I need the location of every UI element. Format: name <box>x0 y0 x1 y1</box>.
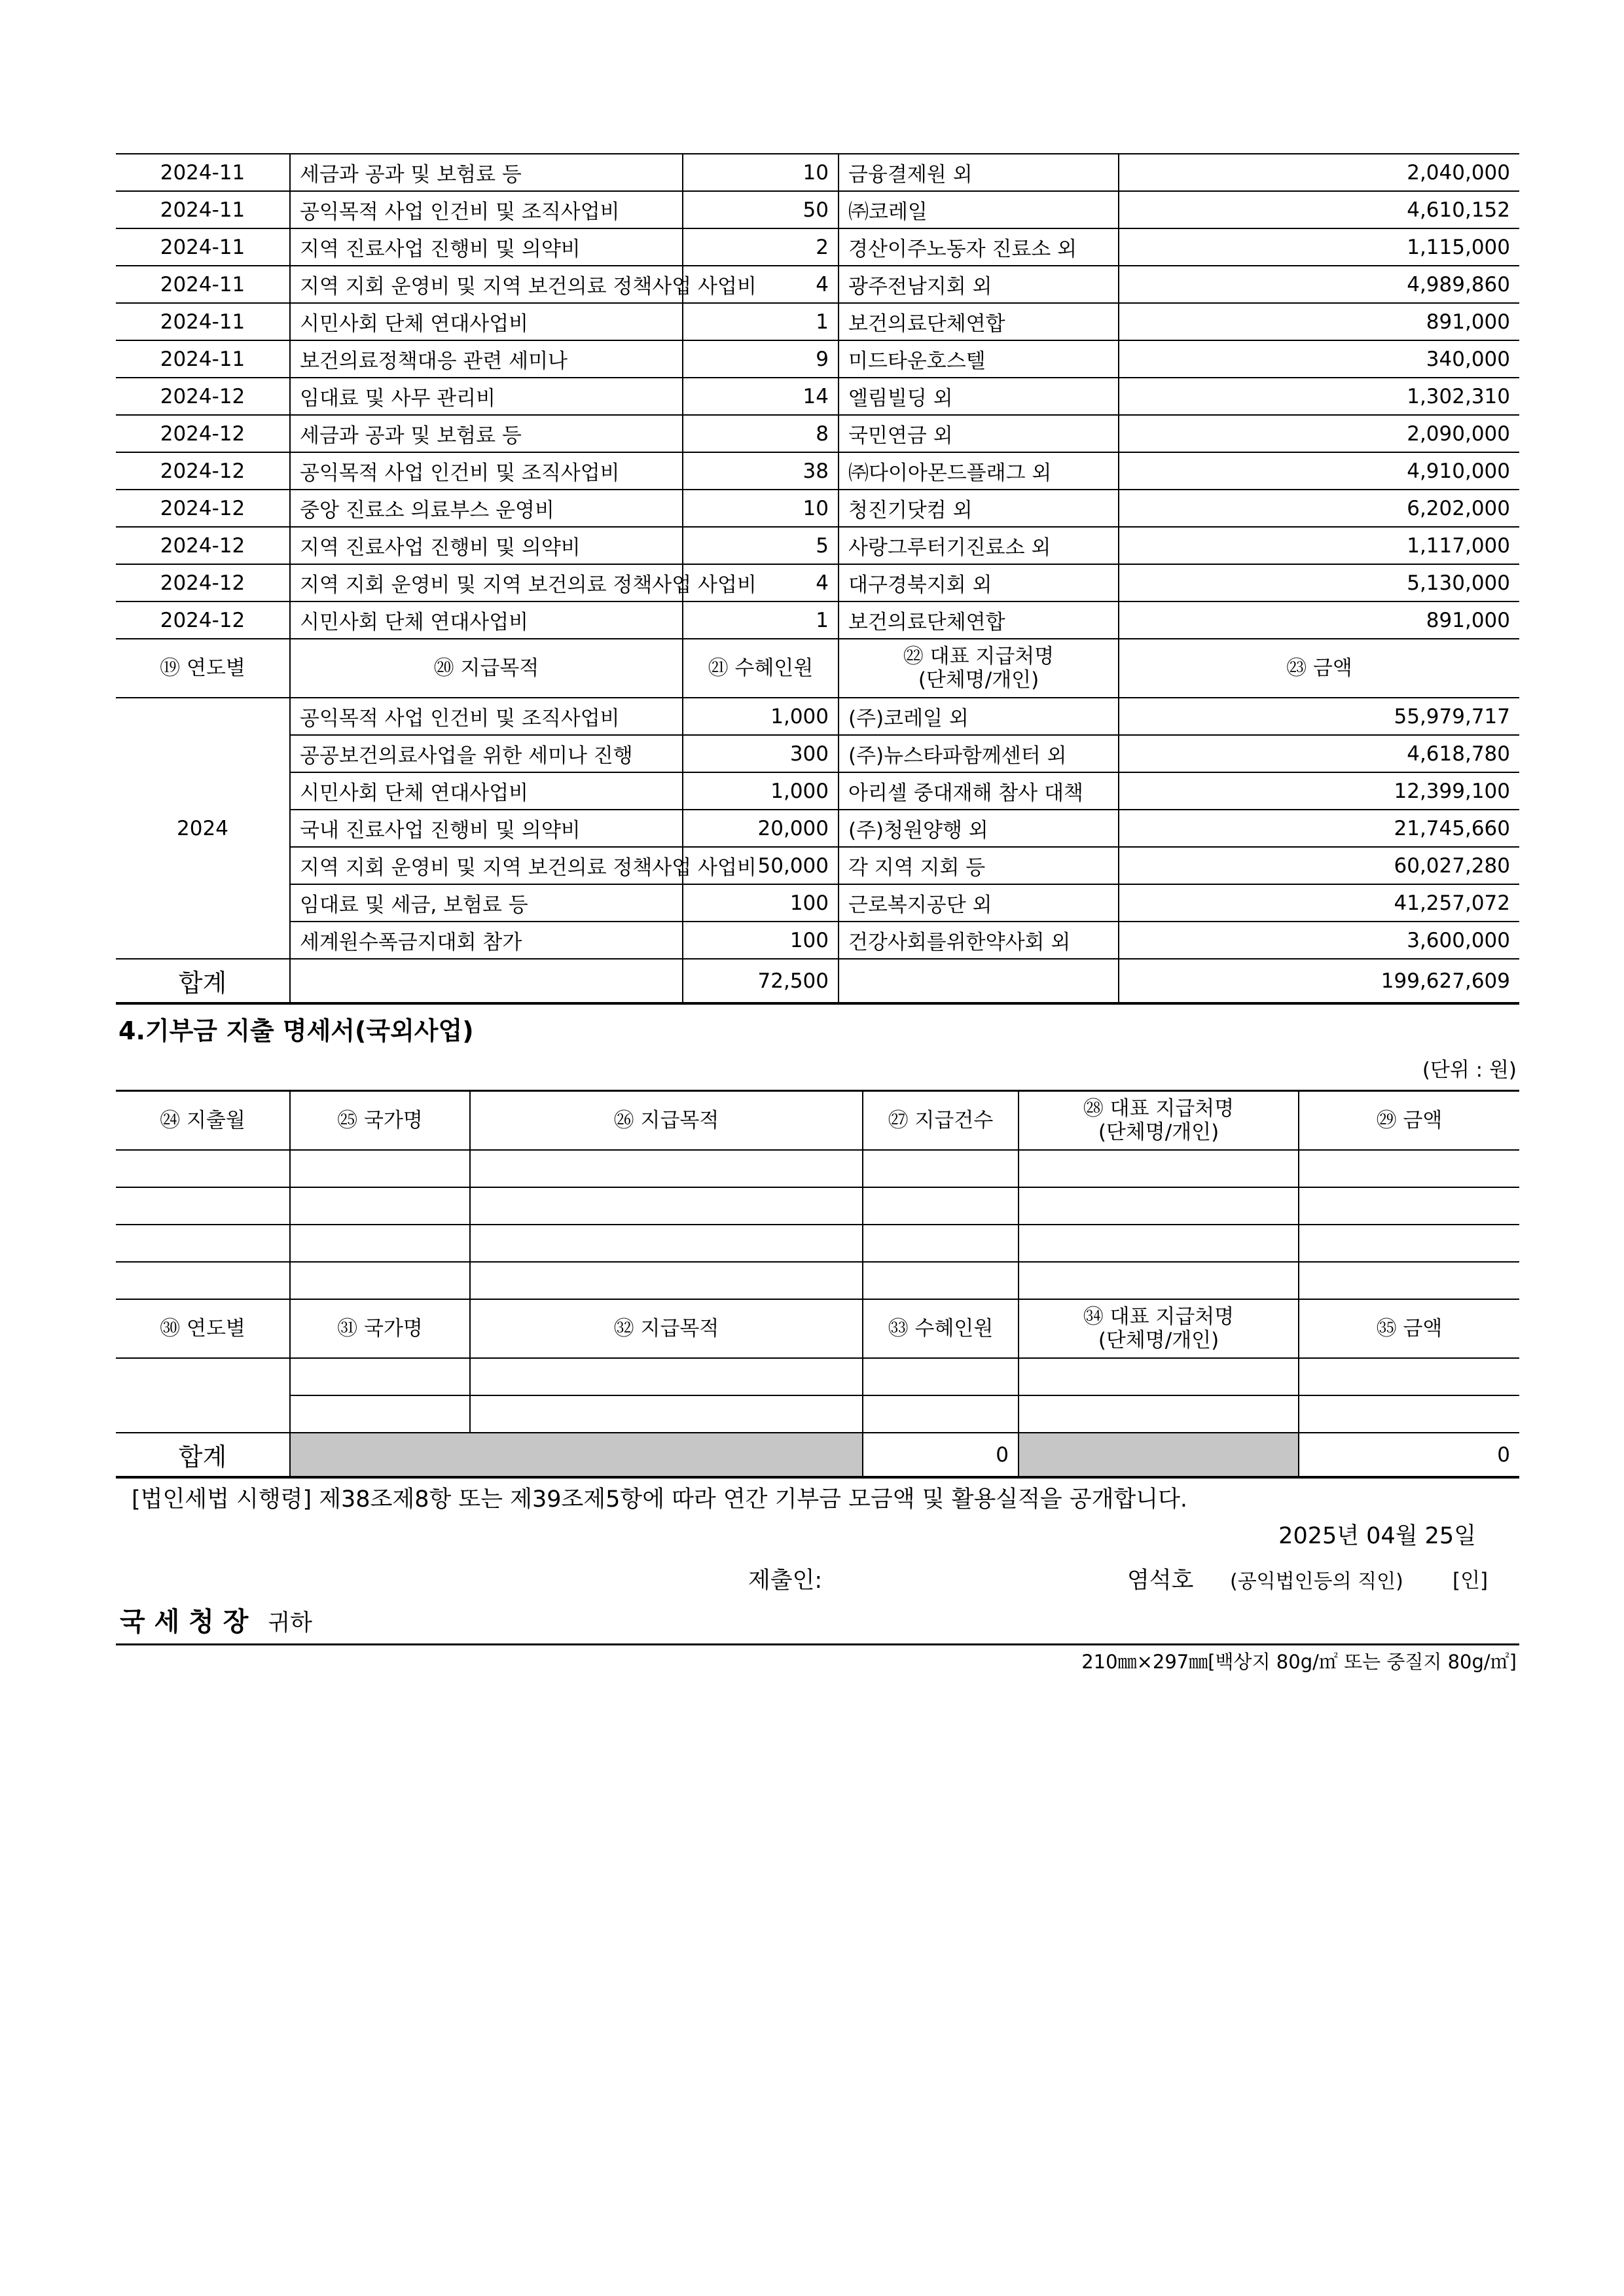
document-page <box>116 153 1519 1678</box>
header-beneficiaries: ㉑ 수혜인원 <box>683 639 839 698</box>
overseas-expenditure-table <box>116 1090 1519 1479</box>
month-cell: 2024-12 <box>116 490 290 527</box>
count-cell: 1 <box>683 601 839 639</box>
addressee <box>116 1600 1519 1645</box>
people-cell: 20,000 <box>683 810 839 847</box>
count-cell: 9 <box>683 340 839 378</box>
header-payee: ㉘ 대표 지급처명 (단체명/개인) <box>1019 1091 1299 1151</box>
monthly-header-row <box>116 1091 1519 1151</box>
paper-spec: 210㎜×297㎜[백상지 80g/㎡ 또는 중질지 80g/㎡] <box>1081 1651 1517 1673</box>
people-cell: 1,000 <box>683 772 839 810</box>
count-cell: 4 <box>683 564 839 601</box>
month-cell: 2024-12 <box>116 378 290 415</box>
table-row <box>116 1150 1519 1187</box>
header-purpose: ⑳ 지급목적 <box>290 639 683 698</box>
total-people: 72,500 <box>683 959 839 1003</box>
total-empty <box>839 959 1119 1003</box>
header-year: ⑲ 연도별 <box>116 639 290 698</box>
submitter-line <box>116 1556 1519 1600</box>
header-payee: ㉞ 대표 지급처명 (단체명/개인) <box>1019 1299 1299 1358</box>
table-row <box>116 884 1519 922</box>
purpose-cell: 시민사회 단체 연대사업비 <box>290 303 683 340</box>
payee-cell: 보건의료단체연합 <box>839 303 1119 340</box>
total-row <box>116 1433 1519 1477</box>
total-people: 0 <box>863 1433 1019 1477</box>
total-amount: 199,627,609 <box>1119 959 1519 1003</box>
payee-cell: (주)청원양행 외 <box>839 810 1119 847</box>
header-beneficiaries: ㉝ 수혜인원 <box>863 1299 1019 1358</box>
purpose-cell: 세금과 공과 및 보험료 등 <box>290 154 683 191</box>
purpose-cell: 국내 진료사업 진행비 및 의약비 <box>290 810 683 847</box>
submitter-name: 염석호 <box>1127 1568 1194 1594</box>
purpose-cell: 공익목적 사업 인건비 및 조직사업비 <box>290 191 683 228</box>
people-cell: 300 <box>683 735 839 772</box>
amount-cell: 4,618,780 <box>1119 735 1519 772</box>
purpose-cell: 중앙 진료소 의료부스 운영비 <box>290 490 683 527</box>
total-empty <box>290 959 683 1003</box>
total-label: 합계 <box>116 959 290 1003</box>
annual-header-row <box>116 639 1519 698</box>
purpose-cell: 공공보건의료사업을 위한 세미나 진행 <box>290 735 683 772</box>
amount-cell: 1,117,000 <box>1119 527 1519 564</box>
table-row <box>116 601 1519 639</box>
amount-cell: 340,000 <box>1119 340 1519 378</box>
amount-cell: 891,000 <box>1119 601 1519 639</box>
addressee-name: 국 세 청 장 <box>120 1607 249 1637</box>
table-row <box>116 1262 1519 1299</box>
payee-cell: 금융결제원 외 <box>839 154 1119 191</box>
monthly-rows <box>116 154 1519 639</box>
purpose-cell: 임대료 및 사무 관리비 <box>290 378 683 415</box>
purpose-cell: 시민사회 단체 연대사업비 <box>290 772 683 810</box>
header-country: ㉛ 국가명 <box>290 1299 470 1358</box>
month-cell: 2024-11 <box>116 340 290 378</box>
payee-cell: 국민연금 외 <box>839 415 1119 452</box>
payee-cell: 아리셀 중대재해 참사 대책 <box>839 772 1119 810</box>
month-cell: 2024-12 <box>116 601 290 639</box>
table-row <box>116 810 1519 847</box>
purpose-cell: 지역 지회 운영비 및 지역 보건의료 정책사업 사업비 <box>290 564 683 601</box>
amount-cell: 12,399,100 <box>1119 772 1519 810</box>
payee-cell: 각 지역 지회 등 <box>839 847 1119 884</box>
count-cell: 2 <box>683 228 839 266</box>
table-row <box>116 378 1519 415</box>
payee-cell: (주)코레일 외 <box>839 698 1119 735</box>
count-cell: 8 <box>683 415 839 452</box>
payee-cell: 건강사회를위한약사회 외 <box>839 922 1119 959</box>
annual-header-row <box>116 1299 1519 1358</box>
month-cell: 2024-11 <box>116 191 290 228</box>
header-purpose: ㉖ 지급목적 <box>470 1091 863 1151</box>
amount-cell: 60,027,280 <box>1119 847 1519 884</box>
header-amount: ㉓ 금액 <box>1119 639 1519 698</box>
purpose-cell: 세금과 공과 및 보험료 등 <box>290 415 683 452</box>
table-row <box>116 154 1519 191</box>
table-row <box>116 490 1519 527</box>
amount-cell: 3,600,000 <box>1119 922 1519 959</box>
count-cell: 10 <box>683 154 839 191</box>
count-cell: 50 <box>683 191 839 228</box>
total-amount: 0 <box>1299 1433 1519 1477</box>
count-cell: 5 <box>683 527 839 564</box>
count-cell: 10 <box>683 490 839 527</box>
people-cell: 100 <box>683 884 839 922</box>
amount-cell: 5,130,000 <box>1119 564 1519 601</box>
payee-cell: 경산이주노동자 진료소 외 <box>839 228 1119 266</box>
table-row <box>116 1187 1519 1225</box>
payee-cell: 미드타운호스텔 <box>839 340 1119 378</box>
month-cell: 2024-12 <box>116 527 290 564</box>
table-row <box>116 452 1519 490</box>
table-row <box>116 1395 1519 1433</box>
table-row <box>116 191 1519 228</box>
month-cell: 2024-11 <box>116 266 290 303</box>
table-row <box>116 698 1519 735</box>
purpose-cell: 시민사회 단체 연대사업비 <box>290 601 683 639</box>
count-cell: 4 <box>683 266 839 303</box>
table-row <box>116 847 1519 884</box>
amount-cell: 6,202,000 <box>1119 490 1519 527</box>
month-cell: 2024-11 <box>116 303 290 340</box>
annual-rows <box>116 698 1519 959</box>
submission-date: 2025년 04월 25일 <box>1278 1523 1476 1549</box>
payee-cell: ㈜코레일 <box>839 191 1119 228</box>
amount-cell: 1,302,310 <box>1119 378 1519 415</box>
amount-cell: 21,745,660 <box>1119 810 1519 847</box>
legal-notice: [법인세법 시행령] 제38조제8항 또는 제39조제5항에 따라 연간 기부금 모금액 및 활용실적을 공개합니다. <box>132 1486 1188 1513</box>
header-amount: ㉟ 금액 <box>1299 1299 1519 1358</box>
people-cell: 1,000 <box>683 698 839 735</box>
table-row <box>116 1358 1519 1395</box>
addressee-suffix: 귀하 <box>268 1610 312 1636</box>
total-label: 합계 <box>116 1433 290 1477</box>
year-cell: 2024 <box>116 698 290 959</box>
header-country: ㉕ 국가명 <box>290 1091 470 1151</box>
amount-cell: 2,090,000 <box>1119 415 1519 452</box>
section-title: 4.기부금 지출 명세서(국외사업) <box>118 1016 474 1045</box>
total-shaded <box>1019 1433 1299 1477</box>
amount-cell: 1,115,000 <box>1119 228 1519 266</box>
table-row <box>116 1225 1519 1262</box>
people-cell: 100 <box>683 922 839 959</box>
payee-cell: 대구경북지회 외 <box>839 564 1119 601</box>
header-year: ㉚ 연도별 <box>116 1299 290 1358</box>
month-cell: 2024-12 <box>116 415 290 452</box>
amount-cell: 2,040,000 <box>1119 154 1519 191</box>
header-month: ㉔ 지출월 <box>116 1091 290 1151</box>
header-count: ㉗ 지급건수 <box>863 1091 1019 1151</box>
payee-cell: ㈜다이아몬드플래그 외 <box>839 452 1119 490</box>
header-payee: ㉒ 대표 지급처명 (단체명/개인) <box>839 639 1119 698</box>
submitter-label: 제출인: <box>748 1568 823 1594</box>
table-row <box>116 922 1519 959</box>
submitter-role: (공익법인등의 직인) <box>1230 1570 1403 1593</box>
payee-cell: 사랑그루터기진료소 외 <box>839 527 1119 564</box>
table-row <box>116 772 1519 810</box>
header-purpose: ㉜ 지급목적 <box>470 1299 863 1358</box>
table-row <box>116 228 1519 266</box>
table-row <box>116 266 1519 303</box>
amount-cell: 55,979,717 <box>1119 698 1519 735</box>
month-cell: 2024-11 <box>116 154 290 191</box>
purpose-cell: 지역 진료사업 진행비 및 의약비 <box>290 228 683 266</box>
month-cell: 2024-12 <box>116 564 290 601</box>
amount-cell: 4,910,000 <box>1119 452 1519 490</box>
table-row <box>116 527 1519 564</box>
payee-cell: 근로복지공단 외 <box>839 884 1119 922</box>
payee-cell: 보건의료단체연합 <box>839 601 1119 639</box>
amount-cell: 41,257,072 <box>1119 884 1519 922</box>
purpose-cell: 보건의료정책대응 관련 세미나 <box>290 340 683 378</box>
payee-cell: 청진기닷컴 외 <box>839 490 1119 527</box>
purpose-cell: 공익목적 사업 인건비 및 조직사업비 <box>290 698 683 735</box>
payee-cell: 엘림빌딩 외 <box>839 378 1119 415</box>
domestic-expenditure-table <box>116 153 1519 1005</box>
month-cell: 2024-11 <box>116 228 290 266</box>
table-row <box>116 340 1519 378</box>
count-cell: 14 <box>683 378 839 415</box>
total-row <box>116 959 1519 1003</box>
table-row <box>116 415 1519 452</box>
people-cell: 50,000 <box>683 847 839 884</box>
purpose-cell: 세계원수폭금지대회 참가 <box>290 922 683 959</box>
month-cell: 2024-12 <box>116 452 290 490</box>
header-amount: ㉙ 금액 <box>1299 1091 1519 1151</box>
count-cell: 1 <box>683 303 839 340</box>
seal-mark: [인] <box>1453 1569 1489 1592</box>
amount-cell: 891,000 <box>1119 303 1519 340</box>
purpose-cell: 지역 지회 운영비 및 지역 보건의료 정책사업 사업비 <box>290 847 683 884</box>
total-shaded <box>290 1433 863 1477</box>
table-row <box>116 564 1519 601</box>
unit-label: (단위 : 원) <box>1422 1058 1517 1082</box>
amount-cell: 4,989,860 <box>1119 266 1519 303</box>
payee-cell: (주)뉴스타파함께센터 외 <box>839 735 1119 772</box>
table-row <box>116 303 1519 340</box>
payee-cell: 광주전남지회 외 <box>839 266 1119 303</box>
purpose-cell: 임대료 및 세금, 보험료 등 <box>290 884 683 922</box>
purpose-cell: 공익목적 사업 인건비 및 조직사업비 <box>290 452 683 490</box>
purpose-cell: 지역 지회 운영비 및 지역 보건의료 정책사업 사업비 <box>290 266 683 303</box>
amount-cell: 4,610,152 <box>1119 191 1519 228</box>
table-row <box>116 735 1519 772</box>
purpose-cell: 지역 진료사업 진행비 및 의약비 <box>290 527 683 564</box>
count-cell: 38 <box>683 452 839 490</box>
